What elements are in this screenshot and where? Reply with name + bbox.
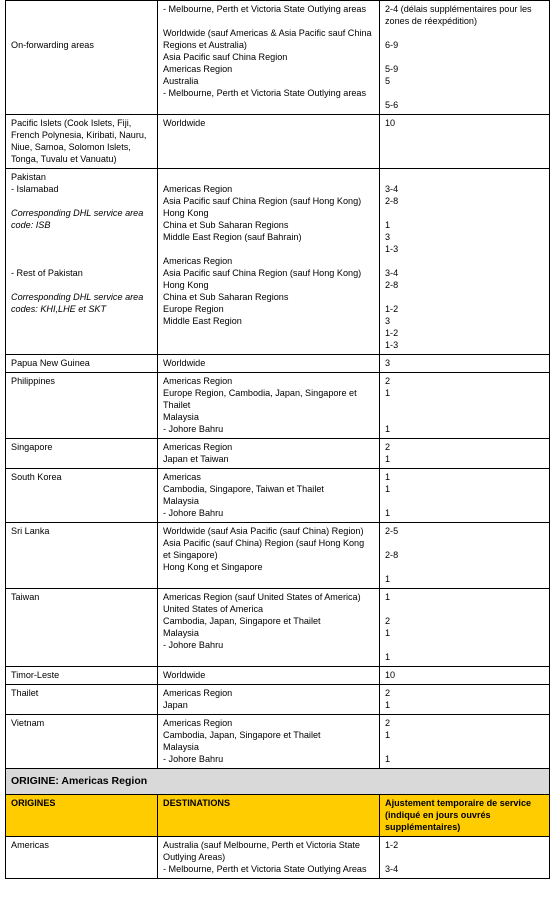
section-title: ORIGINE: Americas Region: [6, 769, 550, 795]
cell-line: Sri Lanka: [11, 526, 50, 536]
adjustment-cell: [380, 169, 550, 355]
cell-line: 2: [385, 616, 391, 626]
column-header-row: [6, 795, 550, 837]
adjustment-cell: [380, 373, 550, 439]
cell-line: Cambodia, Japan, Singapore et Thailet: [163, 616, 321, 626]
cell-line: Americas: [11, 840, 49, 850]
cell-line: 2: [385, 688, 391, 698]
table-row: [6, 439, 550, 469]
cell-line: 3: [385, 232, 391, 242]
table-row: [6, 715, 550, 769]
cell-line: - Islamabad: [11, 184, 59, 194]
spacer: [11, 231, 152, 243]
destination-cell: [158, 469, 380, 523]
spacer: [385, 495, 544, 507]
cell-line: Malaysia: [163, 742, 199, 752]
header-adjustment: Ajustement temporaire de service (indiqué en jours ouvrés supplémentaires): [380, 795, 550, 837]
cell-line: 1-2: [385, 328, 399, 338]
table-row: [6, 355, 550, 373]
cell-line: 5-9: [385, 64, 399, 74]
cell-line: 1: [385, 220, 391, 230]
origin-cell: [6, 667, 158, 685]
cell-line: Papua New Guinea: [11, 358, 90, 368]
spacer: [163, 15, 374, 27]
spacer: [11, 27, 152, 39]
cell-line: Worldwide: [163, 670, 206, 680]
cell-line: 2: [385, 442, 391, 452]
cell-line: Malaysia: [163, 496, 199, 506]
cell-line: Cambodia, Japan, Singapore et Thailet: [163, 730, 321, 740]
spacer: [163, 243, 374, 255]
cell-line: 5: [385, 76, 391, 86]
cell-line: Malaysia: [163, 412, 199, 422]
cell-line: - Melbourne, Perth et Victoria State Outlying Areas: [163, 864, 367, 874]
table-row: [6, 373, 550, 439]
spacer: [11, 243, 152, 255]
cell-line: On-forwarding areas: [11, 40, 94, 50]
cell-line: Hong Kong et Singapore: [163, 562, 263, 572]
cell-line: 3-4: [385, 268, 399, 278]
cell-line: 2-8: [385, 550, 399, 560]
origin-cell: [6, 589, 158, 667]
cell-line: Japan: [163, 700, 188, 710]
cell-line: Middle East Region: [163, 316, 242, 326]
spacer: [385, 851, 544, 863]
cell-line: Corresponding DHL service area code: ISB: [11, 208, 144, 230]
adjustment-cell: [380, 1, 550, 115]
cell-line: Singapore: [11, 442, 53, 452]
adjustment-cell: [380, 115, 550, 169]
cell-line: Cambodia, Singapore, Taiwan et Thailet: [163, 484, 324, 494]
cell-line: Middle East Region (sauf Bahrain): [163, 232, 302, 242]
cell-line: 2-8: [385, 280, 399, 290]
adjustment-cell: [380, 685, 550, 715]
table-row: [6, 1, 550, 115]
table-row: [6, 523, 550, 589]
origin-cell: [6, 685, 158, 715]
destination-cell: [158, 1, 380, 115]
cell-line: 1: [385, 472, 391, 482]
cell-line: - Melbourne, Perth et Victoria State Outlying areas: [163, 4, 367, 14]
cell-line: Americas Region: [163, 688, 233, 698]
adjustment-cell: [380, 439, 550, 469]
cell-line: 10: [385, 670, 396, 680]
cell-line: 5-6: [385, 100, 399, 110]
cell-line: Australia: [163, 76, 199, 86]
cell-line: Europe Region: [163, 304, 224, 314]
cell-line: Thailet: [11, 688, 39, 698]
cell-line: Australia (sauf Melbourne, Perth et Victoria State Outlying Areas): [163, 840, 360, 862]
spacer: [11, 15, 152, 27]
spacer: [385, 207, 544, 219]
cell-line: Japan et Taiwan: [163, 454, 229, 464]
table-row: [6, 685, 550, 715]
cell-line: 1: [385, 574, 391, 584]
table-row: [6, 169, 550, 355]
cell-line: 2-8: [385, 196, 399, 206]
spacer: [385, 291, 544, 303]
cell-line: 10: [385, 118, 396, 128]
cell-line: Taiwan: [11, 592, 40, 602]
cell-line: Americas Region: [163, 442, 233, 452]
cell-line: 1: [385, 388, 391, 398]
destination-cell: [158, 667, 380, 685]
spacer: [385, 51, 544, 63]
cell-line: 1: [385, 508, 391, 518]
cell-line: Americas: [163, 472, 201, 482]
adjustment-cell: [380, 355, 550, 373]
destination-cell: [158, 355, 380, 373]
service-adjustment-table: [5, 0, 550, 879]
destination-cell: [158, 169, 380, 355]
table-body-americas: [6, 837, 550, 879]
spacer: [11, 195, 152, 207]
cell-line: Worldwide: [163, 358, 206, 368]
cell-line: United States of America: [163, 604, 264, 614]
cell-line: 1: [385, 754, 391, 764]
header-origins: ORIGINES: [6, 795, 158, 837]
cell-line: 1: [385, 628, 391, 638]
destination-cell: [158, 523, 380, 589]
cell-line: Pacific Islets (Cook Islets, Fiji, French Polynesia, Kiribati, Nauru, Niue, Samoa, Solomon Islets, Tonga, Tuvalu et Vanuatu): [11, 118, 147, 164]
cell-line: Asia Pacific sauf China Region (sauf Hong Kong): [163, 196, 362, 206]
origin-cell: [6, 837, 158, 879]
spacer: [385, 411, 544, 423]
cell-line: Malaysia: [163, 628, 199, 638]
adjustment-cell: [380, 523, 550, 589]
cell-line: Americas Region (sauf United States of America): [163, 592, 361, 602]
cell-line: Asia Pacific (sauf China) Region (sauf Hong Kong et Singapore): [163, 538, 365, 560]
cell-line: 1-2: [385, 840, 399, 850]
header-destinations: DESTINATIONS: [158, 795, 380, 837]
cell-line: China et Sub Saharan Regions: [163, 292, 289, 302]
destination-cell: [158, 589, 380, 667]
cell-line: 1: [385, 424, 391, 434]
cell-line: Pakistan: [11, 172, 46, 182]
destination-cell: [158, 439, 380, 469]
cell-line: - Johore Bahru: [163, 640, 224, 650]
origin-cell: [6, 373, 158, 439]
cell-line: 3: [385, 358, 391, 368]
adjustment-cell: [380, 715, 550, 769]
spacer: [385, 639, 544, 651]
cell-line: 2: [385, 376, 391, 386]
cell-line: Americas Region: [163, 64, 233, 74]
destination-cell: [158, 685, 380, 715]
table-row: [6, 469, 550, 523]
cell-line: 1-2: [385, 304, 399, 314]
cell-line: 1: [385, 730, 391, 740]
cell-line: 1-3: [385, 340, 399, 350]
spacer: [385, 27, 544, 39]
cell-line: Timor-Leste: [11, 670, 60, 680]
cell-line: Hong Kong: [163, 208, 209, 218]
destination-cell: [158, 837, 380, 879]
spacer: [11, 3, 152, 15]
origin-cell: [6, 1, 158, 115]
destination-cell: [158, 715, 380, 769]
table-row: [6, 589, 550, 667]
spacer: [385, 255, 544, 267]
cell-line: - Melbourne, Perth et Victoria State Outlying areas: [163, 88, 367, 98]
cell-line: 1: [385, 484, 391, 494]
table-row: [6, 115, 550, 169]
origin-cell: [6, 469, 158, 523]
origin-cell: [6, 115, 158, 169]
cell-line: 3-4: [385, 864, 399, 874]
spacer: [385, 741, 544, 753]
cell-line: 1: [385, 700, 391, 710]
cell-line: Worldwide (sauf Americas & Asia Pacific sauf China Regions et Australia): [163, 28, 372, 50]
cell-line: 3: [385, 316, 391, 326]
adjustment-cell: [380, 589, 550, 667]
cell-line: 6-9: [385, 40, 399, 50]
cell-line: 1: [385, 652, 391, 662]
origin-cell: [6, 355, 158, 373]
table-row: [6, 667, 550, 685]
cell-line: 1: [385, 592, 391, 602]
origin-cell: [6, 523, 158, 589]
cell-line: - Johore Bahru: [163, 508, 224, 518]
section-americas: [6, 769, 550, 837]
adjustment-cell: [380, 469, 550, 523]
cell-line: Asia Pacific sauf China Region (sauf Hong Kong): [163, 268, 362, 278]
spacer: [385, 603, 544, 615]
spacer: [385, 561, 544, 573]
cell-line: - Johore Bahru: [163, 424, 224, 434]
origin-cell: [6, 169, 158, 355]
cell-line: Europe Region, Cambodia, Japan, Singapore et Thailet: [163, 388, 357, 410]
cell-line: 2-5: [385, 526, 399, 536]
table-body-asia-pacific: [6, 1, 550, 769]
cell-line: Worldwide (sauf Asia Pacific (sauf China) Region): [163, 526, 364, 536]
spacer: [163, 171, 374, 183]
cell-line: Asia Pacific sauf China Region: [163, 52, 288, 62]
destination-cell: [158, 115, 380, 169]
cell-line: - Rest of Pakistan: [11, 268, 83, 278]
cell-line: 1-3: [385, 244, 399, 254]
cell-line: Hong Kong: [163, 280, 209, 290]
cell-line: 2-4 (délais supplémentaires pour les zones de réexpédition): [385, 4, 532, 26]
cell-line: 3-4: [385, 184, 399, 194]
adjustment-cell: [380, 667, 550, 685]
adjustment-cell: [380, 837, 550, 879]
cell-line: 2: [385, 718, 391, 728]
cell-line: Americas Region: [163, 256, 233, 266]
cell-line: Worldwide: [163, 118, 206, 128]
destination-cell: [158, 373, 380, 439]
table-row: [6, 837, 550, 879]
spacer: [385, 537, 544, 549]
cell-line: South Korea: [11, 472, 62, 482]
cell-line: Vietnam: [11, 718, 45, 728]
cell-line: 1: [385, 454, 391, 464]
cell-line: Corresponding DHL service area codes: KHI,LHE et SKT: [11, 292, 144, 314]
cell-line: Americas Region: [163, 376, 233, 386]
section-header-row: [6, 769, 550, 795]
origin-cell: [6, 715, 158, 769]
spacer: [385, 399, 544, 411]
cell-line: Americas Region: [163, 718, 233, 728]
spacer: [11, 255, 152, 267]
cell-line: Americas Region: [163, 184, 233, 194]
spacer: [385, 171, 544, 183]
origin-cell: [6, 439, 158, 469]
cell-line: Philippines: [11, 376, 55, 386]
cell-line: China et Sub Saharan Regions: [163, 220, 289, 230]
spacer: [385, 87, 544, 99]
cell-line: - Johore Bahru: [163, 754, 224, 764]
spacer: [11, 279, 152, 291]
